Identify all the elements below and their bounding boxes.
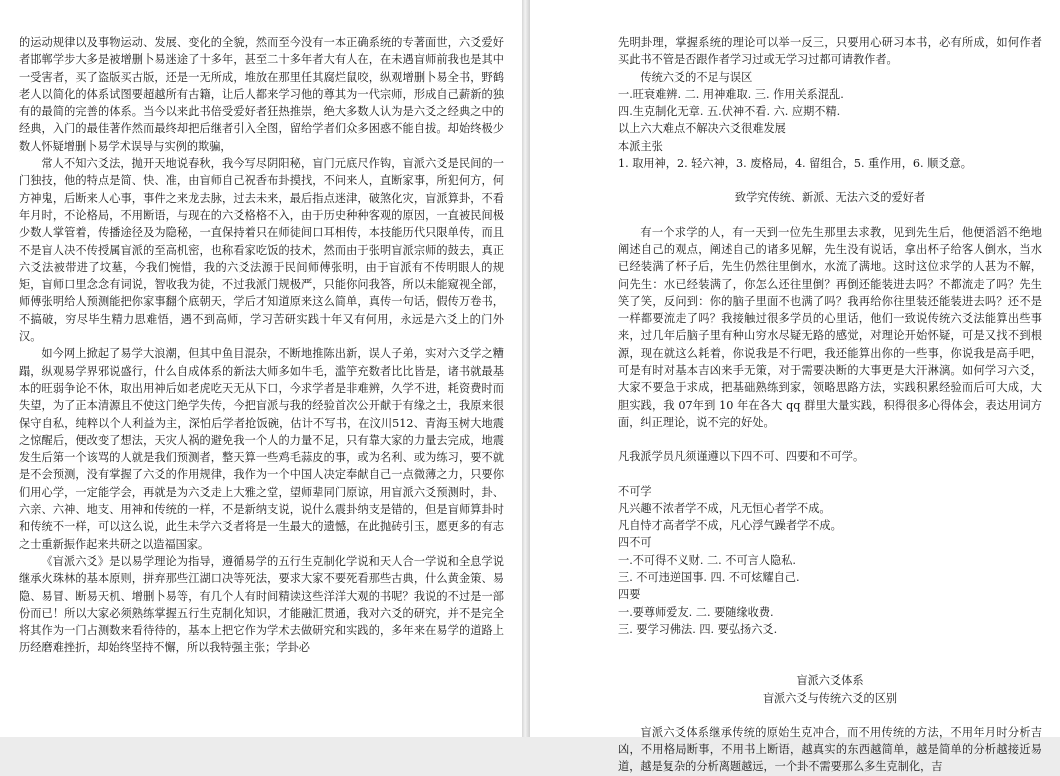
- list-line: 一.旺衰难辨. 二. 用神难取. 三. 作用关系混乱.: [618, 87, 844, 101]
- list-line: 四.生克制化无章. 五.伏神不看. 六. 应期不精.: [618, 105, 841, 119]
- section-heading: 四要: [618, 588, 641, 602]
- paragraph: 有一个求学的人，有一天到一位先生那里去求教，见到先生后，他便滔滔不绝地阐述自己的观点，阐述自己的诸多见解，先生没有说话，拿出杯子给客人倒水，当水已经装满了杯子后，先生仍然往里倒水，水流了满地。这时这位求学的人甚为不解，问先生：水已经装满了，你怎么还往里倒？再倒还能装进去吗？不都流走了吗？先生笑了笑，反问到：你的脑子里面不也满了吗？我再给你往里装还能装进去吗？还不是一样都要流走了吗？我接触过很多学员的心里话，他们一致说传统六爻法能算出些事来，过几年后脑子里有种山穷水尽疑无路的感觉，对理论开始怀疑，可是又找不到根源，现在就这么耗着，你说我是不行吧，我还能算出你的一些事，你说我是高手吧，可是有时对基本吉凶来手无策，对于需要决断的大事更是大汗淋漓。如何学习六爻，大家不要急于求成，把基础熟练到家，领略思路方法，实践积累经验而后可大成，大胆实践，我 07年到 10 年在各大 qq 群里大量实践，积得很多心得体会，表达用词方面，纠正理论，说不完的好处。: [618, 225, 1042, 429]
- left-page: [0, 0, 522, 737]
- section-title: 盲派六爻体系: [796, 674, 864, 688]
- paragraph: 如今网上掀起了易学大浪潮，但其中鱼目混杂，不断地推陈出新，误人子弟，实对六爻学之糟蹋，纵观易学界邪说盛行，什么自成体系的新法大师多如牛毛，滥竽充数者比比皆是，诸书就最基本的旺弱争论不休，取出用神后如老虎吃天无从下口，今求学者是非难辨，久学不进，耗资费时而失望，为了正本清源且不使这门绝学失传，今把盲派与我的经验首次公开献于有缘之士，我原来很保守自私，纯粹以个人利益为主，深怕后学者抢饭碗，估计不写书，在汶川512、青海玉树大地震之惊醒后，便改变了想法，天灾人祸的避免我一个人的力量不足，只有靠大家的力量去完成，地震发生后第一个该骂的人就是我们预测者，整天算一些鸡毛蒜皮的事，或为名利、或为练习，要不就是不会预测，没有掌握了六爻的作用规律，我作为一个中国人决定奉献自己一点微薄之力，只要你们用心学，一定能学会，再就是为六爻走上大雅之堂，望师辈同门原谅，用盲派六爻预测时，卦、六亲、六神、地支、用神和传统的一样，不是新纳支说，说什么震卦纳支是错的，但是盲师算卦时和传统不一样，可以这么说，此生未学六爻者将是一生最大的遗憾，在此抛砖引玉，愿更多的有志之士重新振作起来共研之以造福国家。: [19, 347, 504, 551]
- list-line: 三. 不可违逆国事. 四. 不可炫耀自己.: [618, 571, 800, 585]
- list-line: 凡兴趣不浓者学不成，凡无恒心者学不成。: [618, 501, 831, 515]
- book-gutter: [522, 0, 530, 737]
- section-heading: 本派主张: [618, 139, 663, 153]
- paragraph: 的运动规律以及事物运动、发展、变化的全貌，然而至今没有一本正确系统的专著面世，六爻爱好者邯郸学步大多是被增删卜易迷途了十多年，甚至二十多年者大有人在，在未遇盲师前我也是其中一受害者，买了盗版买古版，还是一无所成，堆放在那里任其腐烂鼠咬，纵观增删卜易全书，野鹤老人以简化的体系试图要超越所有古籍，让后人都来学习他的尊其为一代宗师，形成自己薪新的独有的最简的完善的体系。当今以来此书倍受爱好者狂热推崇，绝大多数人认为是六爻之经典之中的经典，入门的最佳著作然而最终却把后继者引入全图，留给学者们众多困惑不能自拔。却始终极少数人怀疑增删卜易学术误导与实例的欺骗，: [19, 36, 504, 153]
- section-heading: 传统六爻的不足与误区: [640, 70, 753, 84]
- list-line: 1. 取用神，2. 轻六神，3. 废格局，4. 留组合，5. 重作用，6. 顺爻意。: [618, 157, 972, 171]
- section-heading: 不可学: [618, 484, 652, 498]
- paragraph: 常人不知六爻法，抛开天地说春秋，我今写尽阴阳秘，盲门元底尺作钩，盲派六爻是民间的一门独技，他的特点是简、快、准，由盲师自己祝香布卦摸找，不问来人，直断家事，所犯何方，何方神鬼，后断来人心事，事件之来龙去脉，过去未来，最后指点迷津，破煞化灾，盲派算卦，不看年月时，不论格局，不用断语，与现在的六爻格格不入，由于历史种种客观的原因，一直被民间极少数人掌管着，传播途径及为隐秘，一直保持着只在师徒间口耳相传，本技能历代只限单传，而且不是盲人决不传授属盲派的至高机密，也称看家吃饭的技术，然而由于张明盲派宗师的鼓去，真正六爻法被带进了坟墓，今我们惋惜，我的六爻法源于民间师傅张明，由于盲派有不传明眼人的规矩，盲师口里念念有词说，智收我为徒，不过我派门规极严，只能你问我答，所以未能窥视全部，师傅张明给人预测能把你家事翻个底朝天，学后才知道原来这么简单，真传一句话，假传万卷书，不搞破，穷尽毕生精力思难悟，遇不到高师，学习苦研实践十年又有何用，永远是六爻上的门外汉。: [19, 157, 504, 344]
- paragraph: 先明卦理，掌握系统的理论可以举一反三，只要用心研习本书，必有所成，如何作者买此书不管是否跟作者学习过或无学习过都可请教作者。: [618, 36, 1042, 67]
- letter-title: 致学究传统、新派、无法六爻的爱好者: [734, 191, 926, 205]
- section-heading: 四不可: [618, 536, 652, 550]
- list-line: 一.要尊师爱友. 二. 要随缘收费.: [618, 605, 774, 619]
- paragraph: 《盲派六爻》是以易学理论为指导，遵循易学的五行生克制化学说和天人合一学说和全息学说继承火珠林的基本原则，拼弃那些江湖口决等死法，要求大家不要死看那些古典，什么黄金策、易隐、易冒、断易天机、增删卜易等，有几个人有时间精读这些洋洋大观的书呢？我说的不过是一部份而已！所以大家必须熟练掌握五行生克制化知识，才能融汇贯通，我对六爻的研究，并不是完全将其作为一门占测数来看待待的，基本上把它作为学术去做研究和实践的，多年来在易学的道路上历经磨难挫折，却始终坚持不懈，所以我特强主张；学卦必: [19, 554, 504, 655]
- right-page: [530, 0, 1060, 774]
- section-subtitle: 盲派六爻与传统六爻的区别: [762, 691, 898, 705]
- list-line: 三. 要学习佛法. 四. 要弘扬六爻.: [618, 622, 778, 636]
- notice-line: 凡我派学员凡须谨遵以下四不可、四要和不可学。: [618, 450, 865, 464]
- paragraph: 盲派六爻体系继承传统的原始生克冲合，而不用传统的方法，不用年月时分析吉凶，不用格局断事，不用书上断语，越真实的东西越简单，越是简单的分析越接近易道，越是复杂的分析离题越远，一个卦不需要那么多生克制化，吉: [618, 725, 1042, 774]
- list-line: 一.不可得不义财. 二. 不可言人隐私.: [618, 553, 796, 567]
- list-line: 凡自恃才高者学不成，凡心浮气躁者学不成。: [618, 519, 842, 533]
- list-line: 以上六大难点不解决六爻很难发展: [618, 122, 786, 136]
